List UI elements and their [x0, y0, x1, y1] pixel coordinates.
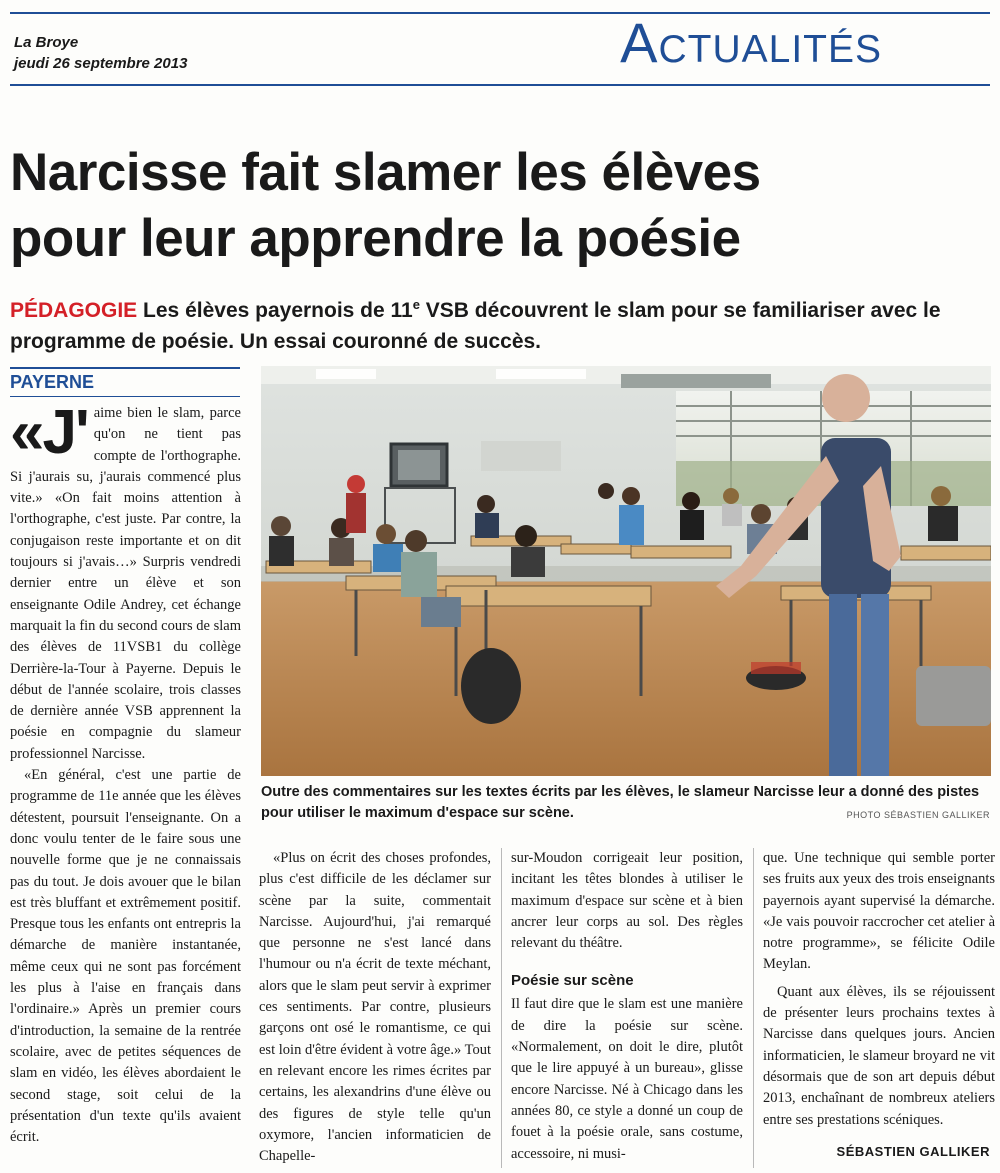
- subhead-part-2: VSB découvrent le slam pour se familiariser avec le programme de poésie. Un essai couronné de succès.: [10, 299, 941, 353]
- section-title: Actualités: [620, 11, 882, 74]
- subhead-part-1: Les élèves payernois de 11: [143, 299, 413, 322]
- lead-paragraph: [10, 398, 241, 765]
- kicker: PÉDAGOGIE: [10, 299, 138, 322]
- location-rule: [10, 367, 240, 369]
- publication-name: La Broye: [14, 34, 79, 51]
- column-separator: [753, 848, 754, 1168]
- headline: [10, 140, 995, 272]
- masthead-rule: [10, 84, 990, 86]
- paragraph: Quant aux élèves, ils se réjouissent de présenter leurs prochains textes à Narcisse dans quelques jours. Ancien informaticien, le slameur broyard ne vit désormais que de son art depuis début 2013, enchaînant de nombreux ateliers entre ses prestations scéniques.: [763, 983, 995, 1128]
- article-column-2: [259, 848, 491, 1167]
- column-separator: [501, 848, 502, 1168]
- intertitle: Poésie sur scène: [511, 972, 634, 990]
- article-column-1: [10, 398, 241, 1148]
- article-column-3: [511, 848, 743, 1165]
- photo-credit: PHOTO SÉBASTIEN GALLIKER: [846, 810, 990, 820]
- headline-line-1: Narcisse fait slamer les élèves: [10, 143, 761, 202]
- author-byline: SÉBASTIEN GALLIKER: [836, 1144, 990, 1159]
- article-column-4: [763, 848, 995, 1131]
- drop-cap: «J': [10, 398, 88, 467]
- subheadline: [10, 289, 995, 357]
- article-photo: [261, 366, 991, 776]
- headline-line-2: pour leur apprendre la poésie: [10, 209, 741, 268]
- lead-text: aime bien le slam, parce qu'on ne tient pas compte de l'orthographe. Si j'aurais su, j'aurais commencé plus vite.» «On fait moins attention à l'orthographe, c'est juste. Par contre, la conjugaison reste importante et on dit toujours si j'avais…» Surpris vendredi dernier entre un élève et son enseignante Odile Andrey, cet échange marquait la fin du second cours de slam des élèves de 11VSB1 du collège Derrière-la-Tour à Payerne. Depuis le début de l'année scolaire, trois classes de dernière année VSB apprennent la poésie en compagnie du slameur professionnel Narcisse.: [10, 405, 241, 762]
- paragraph: «En général, c'est une partie de programme de 11e année que les élèves détestent, poursuit l'enseignante. On a donc voulu tenter de le faire sous une nouvelle forme que je ne connaissais pas du tout. Je dois avouer que le bilan est très bluffant et extrêmement positif. Presque tous les enfants ont entrepris la démarche de manière instantanée, même ceux qui ne sont pas forcément les plus à l'aise en français dans l'ordinaire.» Après un premier cours d'introduction, la semaine de la rentrée scolaire, avec de petites séquences de slam en vidéo, les élèves abordaient le second stage, soit celui de la présentation d'un texte qu'ils avaient écrit.: [10, 767, 241, 1146]
- paragraph: que. Une technique qui semble porter ses fruits aux yeux des trois enseignants payernois ayant supervisé la démarche. «Je vais pouvoir raccrocher cet atelier à notre programme», se félicite Odile Meylan.: [763, 850, 995, 973]
- classroom-photo-illustration: [261, 366, 991, 776]
- paragraph: sur-Moudon corrigeait leur position, incitant les têtes blondes à utiliser le maximum d'espace sur scène et à bien ancrer leur corps au sol. Des règles relevant du théâtre.: [511, 850, 743, 952]
- photo-caption: Outre des commentaires sur les textes écrits par les élèves, le slameur Narcisse leur a donné des pistes pour utiliser le maximum d'espace sur scène.: [261, 784, 980, 821]
- paragraph: «Plus on écrit des choses profondes, plus c'est difficile de les déclamer sur scène par la suite, commentait Narcisse. Aujourd'hui, j'ai remarqué que personne ne s'est lancé dans l'humour ou n'a écrit de texte méchant, alors que le slam peut servir à exprimer ces sentiments. Par contre, plusieurs garçons ont osé le romantisme, ce qui est loin d'être évident à votre âge.» Tout en relevant encore les rimes écrites par certains, les alexandrins d'une élève ou des figures de style telle qu'un oxymore, l'ancien informaticien de Chapelle-: [259, 850, 491, 1165]
- subhead-superscript: e: [412, 297, 420, 312]
- paragraph: Il faut dire que le slam est une manière de dire la poésie sur scène. «Normalement, on doit le dire, plutôt que le lire appuyé à un bureau», glisse encore Narcisse. Né à Chicago dans les années 80, ce style a donné un coup de fouet à la poésie orale, sans costume, accessoire, ni musi-: [511, 996, 743, 1162]
- publication-date: jeudi 26 septembre 2013: [14, 55, 188, 72]
- location-label: PAYERNE: [10, 372, 95, 392]
- location-underline: [10, 396, 240, 397]
